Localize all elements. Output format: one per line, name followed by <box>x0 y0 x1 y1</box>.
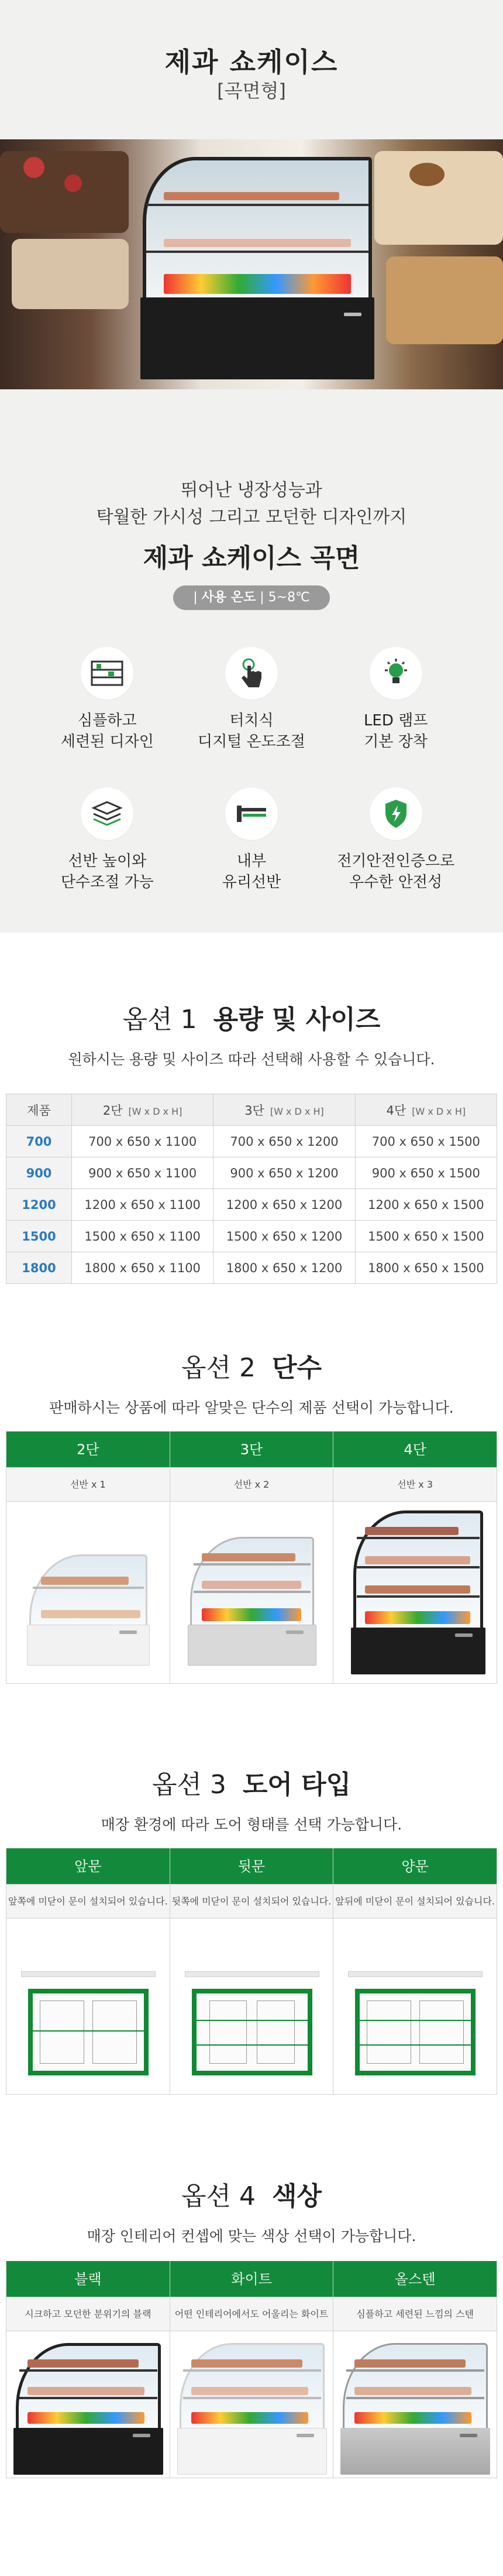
size-cell: 1200 x 650 x 1500 <box>355 1189 497 1221</box>
door-sub: 앞뒤에 미닫이 문이 설치되어 있습니다. <box>333 1885 497 1919</box>
door-sub: 앞쪽에 미닫이 문이 설치되어 있습니다. <box>6 1885 170 1919</box>
size-cell: 1800 x 650 x 1200 <box>213 1252 355 1284</box>
hero-subtitle: [곡면형] <box>217 80 286 102</box>
door-title: 뒷문 <box>170 1848 333 1885</box>
tier-option-4 <box>333 1431 497 1684</box>
hero-showcase <box>140 157 374 379</box>
color-sub: 시크하고 모던한 분위기의 블랙 <box>6 2297 170 2331</box>
option3-label: 옵션 3 <box>151 1770 226 1800</box>
feature-line-2: 유리선반 <box>222 873 281 891</box>
tier-sub: 선반 x 2 <box>170 1468 333 1502</box>
table-header-4tier: 4단 [W x D x H] <box>355 1094 497 1126</box>
size-cell: 1500 x 650 x 1100 <box>72 1221 213 1252</box>
hero-photo <box>0 139 503 389</box>
option3-name: 도어 타입 <box>242 1770 352 1800</box>
shield-bolt-icon <box>370 787 422 840</box>
option3-title <box>0 1763 503 1801</box>
color-option-black <box>6 2261 170 2478</box>
showcase-stainless-icon <box>340 2343 490 2475</box>
option2-label: 옵션 2 <box>181 1353 256 1383</box>
option1-desc: 원하시는 용량 및 사이즈 따라 선택해 사용할 수 있습니다. <box>68 1051 435 1068</box>
option4-label: 옵션 4 <box>181 2181 256 2211</box>
glass-shelf-icon <box>225 787 278 840</box>
led-bulb-icon <box>370 647 422 700</box>
color-sub: 심플하고 세련된 느낌의 스텐 <box>333 2297 497 2331</box>
door-title: 앞문 <box>6 1848 170 1885</box>
door-options <box>6 1848 497 2095</box>
color-image <box>333 2331 497 2478</box>
showcase-white-icon <box>177 2343 327 2475</box>
color-title: 올스텐 <box>333 2261 497 2297</box>
tier-image <box>6 1502 170 1683</box>
option4-name: 색상 <box>271 2181 322 2211</box>
hero-section <box>0 0 503 389</box>
intro-line-1: 뛰어난 냉장성능과 <box>181 480 322 501</box>
color-sub: 어떤 인테리어에서도 어울리는 화이트 <box>170 2297 333 2331</box>
intro-line-2: 탁월한 가시성 그리고 모던한 디자인까지 <box>96 507 407 527</box>
feature-grid <box>35 647 468 893</box>
color-option-stainless <box>333 2261 497 2478</box>
option2-title <box>0 1347 503 1384</box>
tier-sub: 선반 x 1 <box>6 1468 170 1502</box>
size-cell: 1200 x 650 x 1200 <box>213 1189 355 1221</box>
feature-line-1: LED 램프 <box>363 712 428 729</box>
color-options <box>6 2261 497 2478</box>
cake-right <box>374 151 503 245</box>
tier-title: 2단 <box>6 1431 170 1468</box>
tier-image <box>170 1502 333 1683</box>
table-header-3tier: 3단 [W x D x H] <box>213 1094 355 1126</box>
feature-item <box>180 787 324 893</box>
size-cell: 1800 x 650 x 1500 <box>355 1252 497 1284</box>
feature-item <box>323 647 468 752</box>
tier-image <box>333 1502 497 1683</box>
size-cell: 700 x 650 x 1500 <box>355 1126 497 1157</box>
cake-right-2 <box>386 256 503 344</box>
tier-options <box>6 1431 497 1684</box>
cake-right-top <box>409 163 445 186</box>
color-option-white <box>170 2261 334 2478</box>
size-cell: 700 x 650 x 1100 <box>72 1126 213 1157</box>
feature-line-1: 전기안전인증으로 <box>337 852 455 870</box>
door-image <box>6 1919 170 2094</box>
feature-item <box>180 647 324 752</box>
showcase-2tier-icon <box>27 1554 150 1666</box>
option2-name: 단수 <box>271 1353 322 1383</box>
cake-berry <box>23 157 44 178</box>
temperature-value: 5~8℃ <box>268 590 310 605</box>
option1-name: 용량 및 사이즈 <box>213 1005 381 1034</box>
intro-section <box>0 389 503 933</box>
color-title: 블랙 <box>6 2261 170 2297</box>
layers-icon <box>81 787 133 840</box>
model-cell: 1800 <box>6 1252 72 1284</box>
option3-desc: 매장 환경에 따라 도어 형태를 선택 가능합니다. <box>101 1816 402 1833</box>
table-row <box>6 1221 497 1252</box>
cake-left-2 <box>12 239 129 309</box>
showcase-4tier-icon <box>351 1510 485 1674</box>
both-door-icon <box>348 1971 483 2082</box>
front-door-icon <box>21 1971 156 2082</box>
option4-desc: 매장 인테리어 컨셉에 맞는 색상 선택이 가능합니다. <box>87 2228 416 2245</box>
feature-item <box>35 647 180 752</box>
cake-berry-2 <box>64 174 82 192</box>
option1-label: 옵션 1 <box>122 1005 197 1034</box>
feature-line-1: 터치식 <box>229 712 274 729</box>
touch-icon <box>225 647 278 700</box>
temperature-label: 사용 온도 <box>201 590 256 605</box>
temperature-badge: | 사용 온도 | 5~8℃ <box>173 585 330 610</box>
size-cell: 1800 x 650 x 1100 <box>72 1252 213 1284</box>
model-cell: 700 <box>6 1126 72 1157</box>
door-sub: 뒷쪽에 미닫이 문이 설치되어 있습니다. <box>170 1885 333 1919</box>
showcase-3tier-icon <box>188 1537 316 1666</box>
door-image <box>333 1919 497 2094</box>
size-cell: 1500 x 650 x 1500 <box>355 1221 497 1252</box>
option1-title <box>0 998 503 1036</box>
tier-title: 4단 <box>333 1431 497 1468</box>
feature-line-1: 심플하고 <box>78 712 137 729</box>
model-cell: 900 <box>6 1157 72 1189</box>
feature-line-2: 디지털 온도조절 <box>197 733 306 751</box>
door-image <box>170 1919 333 2094</box>
model-cell: 1500 <box>6 1221 72 1252</box>
tier-option-2 <box>6 1431 170 1684</box>
shelves-icon <box>81 647 133 700</box>
table-header-2tier: 2단 [W x D x H] <box>72 1094 213 1126</box>
door-option-rear <box>170 1848 334 2095</box>
size-cell: 900 x 650 x 1200 <box>213 1157 355 1189</box>
table-row <box>6 1252 497 1284</box>
model-cell: 1200 <box>6 1189 72 1221</box>
color-image <box>170 2331 333 2478</box>
size-cell: 900 x 650 x 1500 <box>355 1157 497 1189</box>
table-row <box>6 1126 497 1157</box>
feature-line-1: 내부 <box>236 852 267 870</box>
color-image <box>6 2331 170 2478</box>
size-table <box>6 1094 497 1284</box>
rear-door-icon <box>185 1971 319 2082</box>
feature-item <box>323 787 468 893</box>
hero-title: 제과 쇼케이스 <box>164 46 339 78</box>
feature-line-2: 세련된 디자인 <box>60 733 154 751</box>
feature-item <box>35 787 180 893</box>
size-cell: 1200 x 650 x 1100 <box>72 1189 213 1221</box>
door-option-front <box>6 1848 170 2095</box>
option4-title <box>0 2175 503 2212</box>
showcase-black-icon <box>13 2343 163 2475</box>
intro-headline: 제과 쇼케이스 곡면 <box>143 543 360 573</box>
door-option-both <box>333 1848 497 2095</box>
table-header-row <box>6 1094 497 1126</box>
tier-sub: 선반 x 3 <box>333 1468 497 1502</box>
feature-line-1: 선반 높이와 <box>68 852 147 870</box>
table-row <box>6 1189 497 1221</box>
size-cell: 900 x 650 x 1100 <box>72 1157 213 1189</box>
table-row <box>6 1157 497 1189</box>
feature-line-2: 우수한 안전성 <box>349 873 443 891</box>
cake-left <box>0 151 129 233</box>
table-header-model: 제품 <box>6 1094 72 1126</box>
feature-line-2: 기본 장착 <box>364 733 428 751</box>
color-title: 화이트 <box>170 2261 333 2297</box>
tier-title: 3단 <box>170 1431 333 1468</box>
tier-option-3 <box>170 1431 334 1684</box>
option2-desc: 판매하시는 상품에 따라 알맞은 단수의 제품 선택이 가능합니다. <box>49 1399 454 1416</box>
size-cell: 1500 x 650 x 1200 <box>213 1221 355 1252</box>
size-cell: 700 x 650 x 1200 <box>213 1126 355 1157</box>
door-title: 양문 <box>333 1848 497 1885</box>
feature-line-2: 단수조절 가능 <box>60 873 154 891</box>
